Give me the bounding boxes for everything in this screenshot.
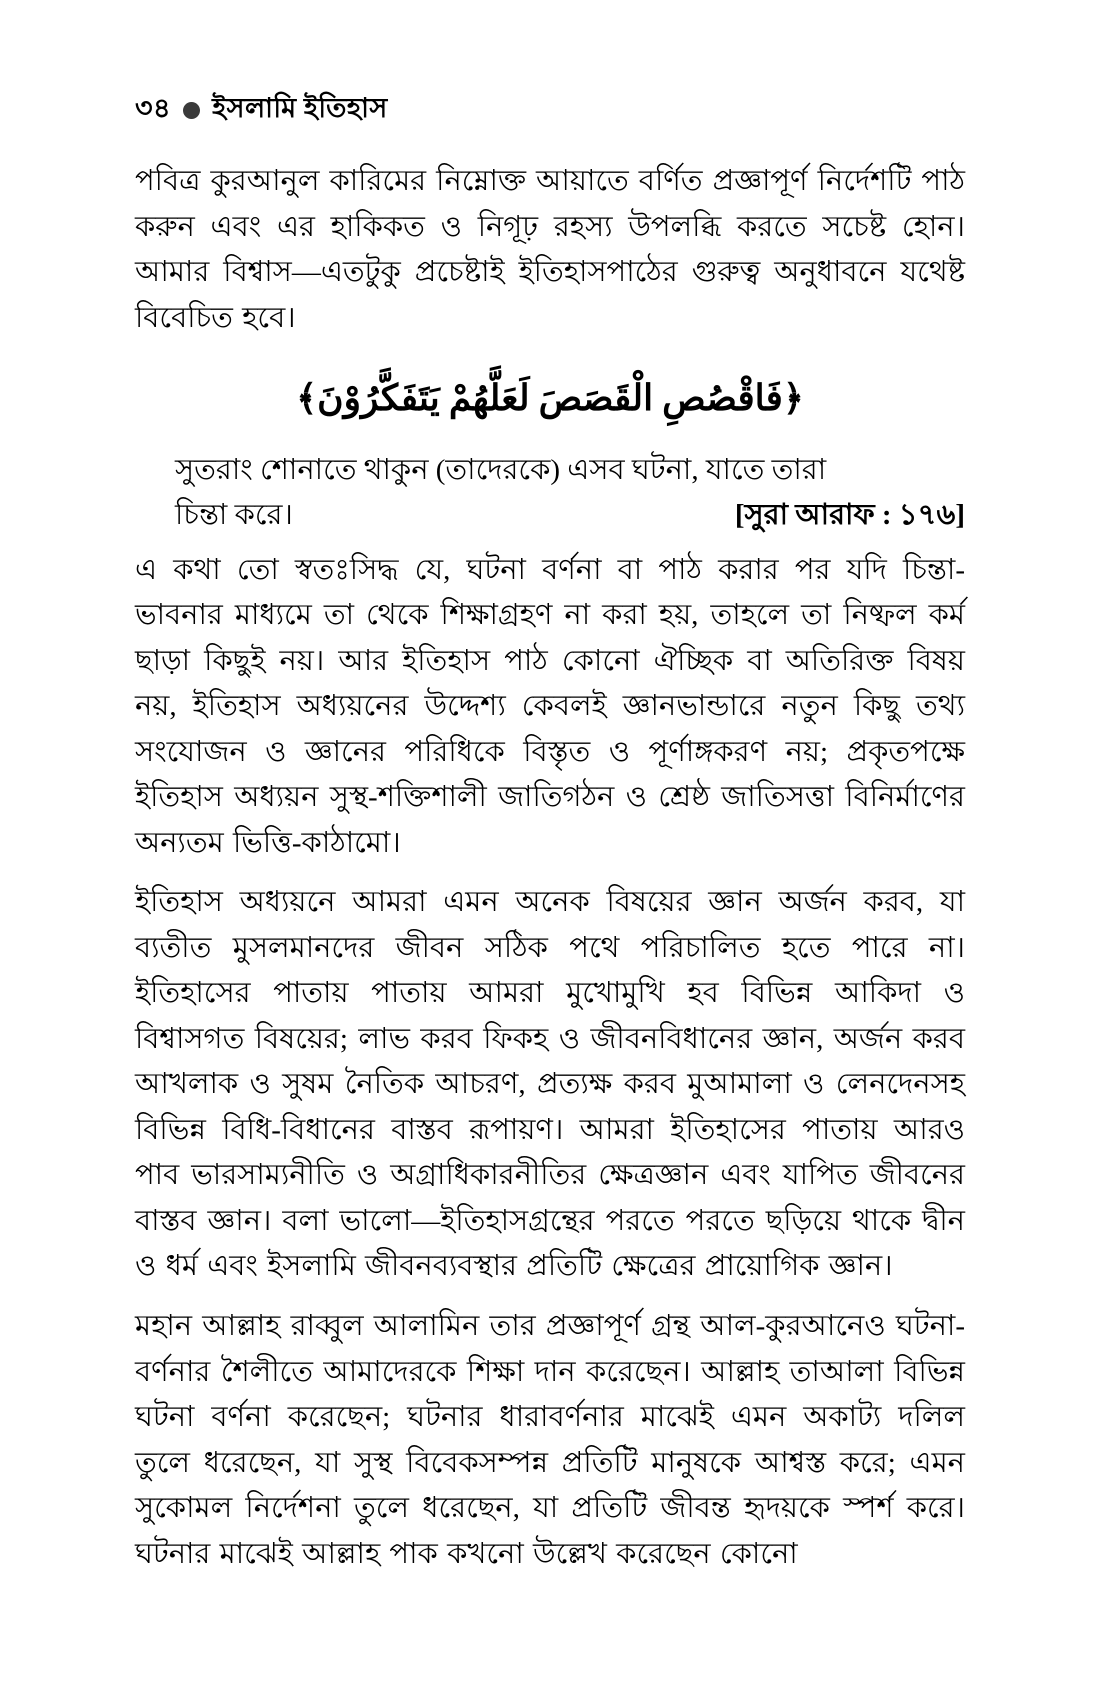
intro-paragraph: পবিত্র কুরআনুল কারিমের নিম্নোক্ত আয়াতে বর্ণিত প্রজ্ঞাপূর্ণ নির্দেশটি পাঠ করুন এবং এর হাকিকত ও নিগূঢ় রহস্য উপলব্ধি করতে সচেষ্ট হোন। আমার বিশ্বাস—এতটুকু প্রচেষ্টাই ইতিহাসপাঠের গুরুত্ব অনুধাবনে যথেষ্ট বিবেচিত হবে। [135,165,965,334]
paragraph-history-reflection: এ কথা তো স্বতঃসিদ্ধ যে, ঘটনা বর্ণনা বা পাঠ করার পর যদি চিন্তা-ভাবনার মাধ্যমে তা থেকে শিক্ষাগ্রহণ না করা হয়, তাহলে তা নিষ্ফল কর্ম ছাড়া কিছুই নয়। আর ইতিহাস পাঠ কোনো ঐচ্ছিক বা অতিরিক্ত বিষয় নয়, ইতিহাস অধ্যয়নের উদ্দেশ্য কেবলই জ্ঞানভান্ডারে নতুন কিছু তথ্য সংযোজন ও জ্ঞানের পরিধিকে বিস্তৃত ও পূর্ণাঙ্গকরণ নয়; প্রকৃতপক্ষে ইতিহাস অধ্যয়ন সুস্থ-শক্তিশালী জাতিগঠন ও শ্রেষ্ঠ জাতিসত্তা বিনির্মাণের অন্যতম ভিত্তি-কাঠামো। [135,553,965,859]
paragraph-history-knowledge: ইতিহাস অধ্যয়নে আমরা এমন অনেক বিষয়ের জ্ঞান অর্জন করব, যা ব্যতীত মুসলমানদের জীবন সঠিক পথে পরিচালিত হতে পারে না। ইতিহাসের পাতায় পাতায় আমরা মুখোমুখি হব বিভিন্ন আকিদা ও বিশ্বাসগত বিষয়ের; লাভ করব ফিকহ ও জীবনবিধানের জ্ঞান, অর্জন করব আখলাক ও সুষম নৈতিক আচরণ, প্রত্যক্ষ করব মুআমালা ও লেনদেনসহ বিভিন্ন বিধি-বিধানের বাস্তব রূপায়ণ। আমরা ইতিহাসের পাতায় আরও পাব ভারসাম্যনীতি ও অগ্রাধিকারনীতির ক্ষেত্রজ্ঞান এবং যাপিত জীবনের বাস্তব জ্ঞান। বলা ভালো—ইতিহাসগ্রন্থের পরতে পরতে ছড়িয়ে থাকে দ্বীন ও ধর্ম এবং ইসলামি জীবনব্যবস্থার প্রতিটি ক্ষেত্রের প্রায়োগিক জ্ঞান। [135,886,965,1283]
book-title: ইসলামি ইতিহাস [212,93,388,123]
verse-citation: [সুরা আরাফ : ১৭৬] [734,498,965,531]
arabic-verse: ﴿فَاقْصُصِ الْقَصَصَ لَعَلَّهُمْ يَتَفَكَّرُوْنَ﴾ [296,378,804,419]
verse-translation [175,448,965,538]
verse-translation-end: চিন্তা করে। [175,498,293,531]
page-header [135,88,965,133]
verse-translation-line2 [175,493,965,538]
bullet-icon [183,102,200,119]
page-number: ৩৪ [135,93,172,123]
verse-translation-line1: সুতরাং শোনাতে থাকুন (তাদেরকে) এসব ঘটনা, যাতে তারা [175,453,827,486]
paragraph-quran-style: মহান আল্লাহ রাব্বুল আলামিন তার প্রজ্ঞাপূর্ণ গ্রন্থ আল-কুরআনেও ঘটনা-বর্ণনার শৈলীতে আমাদেরকে শিক্ষা দান করেছেন। আল্লাহ তাআলা বিভিন্ন ঘটনা বর্ণনা করেছেন; ঘটনার ধারাবর্ণনার মাঝেই এমন অকাট্য দলিল তুলে ধরেছেন, যা সুস্থ বিবেকসম্পন্ন প্রতিটি মানুষকে আশ্বস্ত করে; এমন সুকোমল নির্দেশনা তুলে ধরেছেন, যা প্রতিটি জীবন্ত হৃদয়কে স্পর্শ করে। ঘটনার মাঝেই আল্লাহ পাক কখনো উল্লেখ করেছেন কোনো [135,1309,965,1570]
